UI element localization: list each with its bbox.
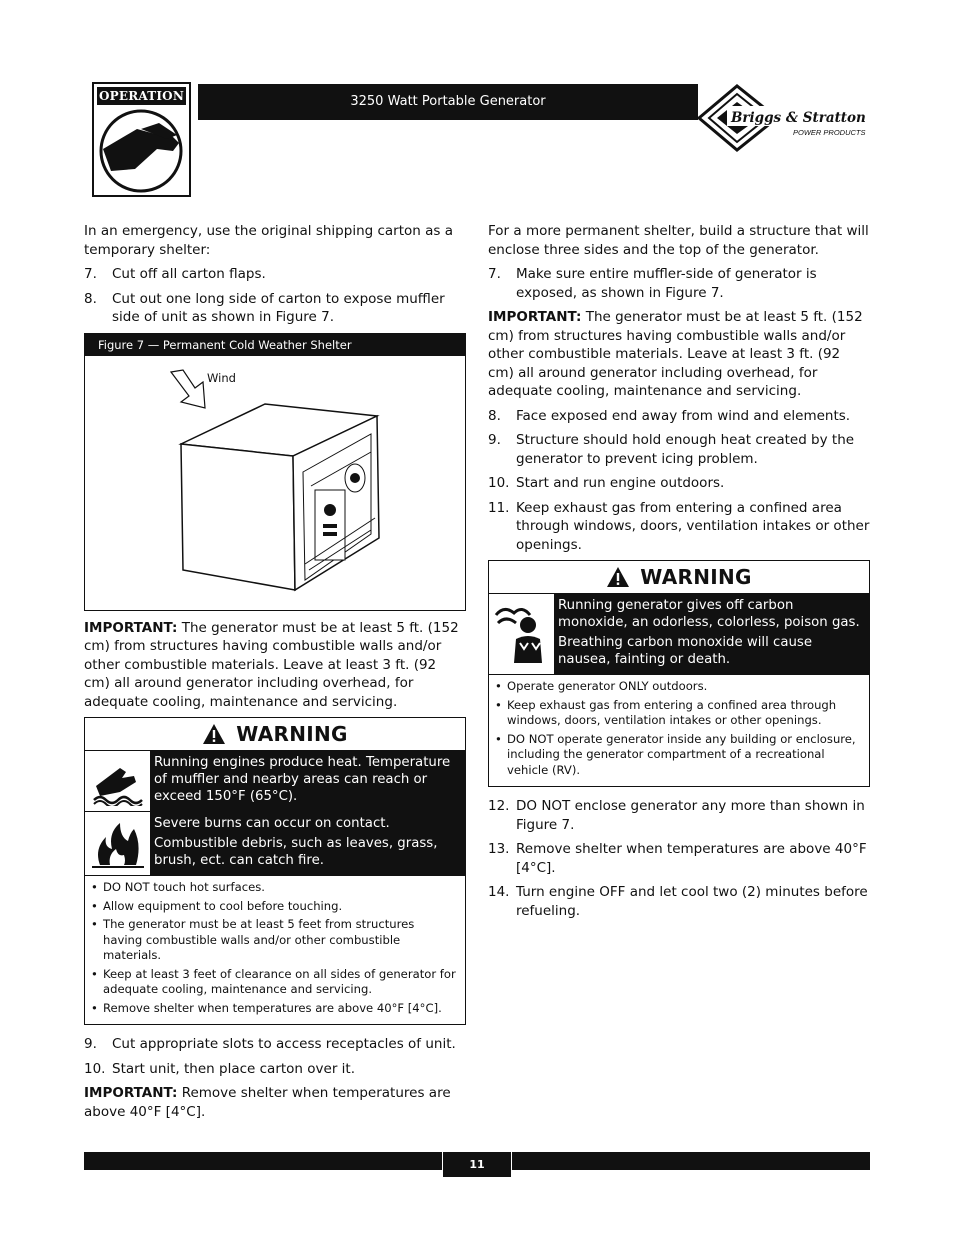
- left-intro: In an emergency, use the original shipping carton as a temporary shelter:: [84, 223, 453, 258]
- right-intro: For a more permanent shelter, build a structure that will enclose three sides and the top of the generator.: [488, 223, 869, 258]
- warning-row: [85, 811, 465, 875]
- warning-box-heat: [84, 717, 466, 1025]
- toxic-fumes-icon: [489, 594, 555, 674]
- briggs-stratton-logo: [697, 84, 869, 154]
- list-item: • Allow equipment to cool before touching.: [89, 899, 457, 915]
- warning-header: [489, 561, 869, 593]
- left-column: [84, 222, 466, 1127]
- alert-triangle-icon: [202, 723, 226, 745]
- operation-logo: [92, 82, 191, 197]
- warning-text: Running engines produce heat. Temperature of muffler and nearby areas can reach or exceed 150°F (65°C).: [151, 751, 465, 811]
- right-important-1: IMPORTANT: The generator must be at least 5 ft. (152 cm) from structures having combustible walls and/or other combustible materials. Leave at least 3 ft. (92 cm) all around generator including overhead, for adequate cooling, maintenance and servicing.: [488, 309, 863, 399]
- brand-name: Briggs & Stratton: [731, 110, 866, 126]
- list-item: • DO NOT touch hot surfaces.: [89, 880, 457, 896]
- left-important-2: IMPORTANT: Remove shelter when temperatures are above 40°F [4°C].: [84, 1085, 451, 1120]
- shelter-generator-illustration: [175, 390, 405, 610]
- alert-triangle-icon: [606, 566, 630, 588]
- warning-text: Running generator gives off carbon monoxide, an odorless, colorless, poison gas. Breathing carbon monoxide will cause nausea, fainting or death.: [555, 594, 869, 674]
- left-important-1: IMPORTANT: The generator must be at least 5 ft. (152 cm) from structures having combustible walls and/or other combustible materials. Leave at least 3 ft. (92 cm) all around generator including overhead, for adequate cooling, maintenance and servicing.: [84, 619, 459, 710]
- figure-illustration: [85, 356, 465, 610]
- figure-7: [84, 333, 466, 611]
- figure-title: Figure 7 — Permanent Cold Weather Shelter: [85, 334, 465, 356]
- warning-header: [85, 718, 465, 750]
- operation-label: OPERATION: [98, 89, 184, 103]
- warning-row: [489, 593, 869, 674]
- warning-title: WARNING: [236, 721, 348, 746]
- warning-title: WARNING: [640, 564, 752, 589]
- list-item: • Operate generator ONLY outdoors.: [493, 679, 861, 695]
- list-item: 7. Make sure entire muffler-side of generator is exposed, as shown in Figure 7.: [488, 266, 817, 301]
- warning-row: [85, 750, 465, 811]
- list-item: 8. Cut out one long side of carton to expose muffler side of unit as shown in Figure 7.: [84, 290, 445, 325]
- list-item: 8. Face exposed end away from wind and elements.: [488, 407, 851, 424]
- warning-bullets: [85, 875, 465, 1024]
- list-item: • Keep exhaust gas from entering a confined area through windows, doors, ventilation intakes or other openings.: [493, 698, 861, 729]
- right-column: [488, 222, 870, 926]
- page-number: 11: [442, 1152, 512, 1177]
- list-item: • DO NOT operate generator inside any building or enclosure, including the generator compartment of a recreational vehicle (RV).: [493, 732, 861, 779]
- document-title-bar: 3250 Watt Portable Generator: [198, 84, 698, 120]
- list-item: 14. Turn engine OFF and let cool two (2) minutes before refueling.: [488, 884, 868, 919]
- list-item: • The generator must be at least 5 feet from structures having combustible walls and/or other combustible materials.: [89, 917, 457, 964]
- list-item: 10. Start and run engine outdoors.: [488, 475, 725, 491]
- fire-icon: [85, 812, 151, 875]
- hand-lever-icon: [97, 109, 186, 193]
- hot-surface-icon: [85, 751, 151, 811]
- warning-text: Severe burns can occur on contact. Combustible debris, such as leaves, grass, brush, ect. can catch fire.: [151, 812, 465, 875]
- warning-box-carbon-monoxide: [488, 560, 870, 787]
- list-item: 9. Cut appropriate slots to access receptacles of unit.: [84, 1036, 456, 1052]
- warning-bullets: [489, 674, 869, 786]
- list-item: • Remove shelter when temperatures are above 40°F [4°C].: [89, 1001, 457, 1017]
- list-item: 12. DO NOT enclose generator any more than shown in Figure 7.: [488, 798, 865, 833]
- list-item: 9. Structure should hold enough heat created by the generator to prevent icing problem.: [488, 432, 855, 467]
- list-item: • Keep at least 3 feet of clearance on all sides of generator for adequate cooling, maintenance and servicing.: [89, 967, 457, 998]
- list-item: 11. Keep exhaust gas from entering a confined area through windows, doors, ventilation intakes or other openings.: [488, 499, 870, 553]
- list-item: 13. Remove shelter when temperatures are above 40°F [4°C].: [488, 841, 867, 876]
- list-item: 10. Start unit, then place carton over it.: [84, 1060, 355, 1077]
- list-item: 7. Cut off all carton flaps.: [84, 266, 266, 282]
- wind-label: Wind: [207, 370, 236, 385]
- brand-sub: POWER PRODUCTS: [793, 128, 866, 137]
